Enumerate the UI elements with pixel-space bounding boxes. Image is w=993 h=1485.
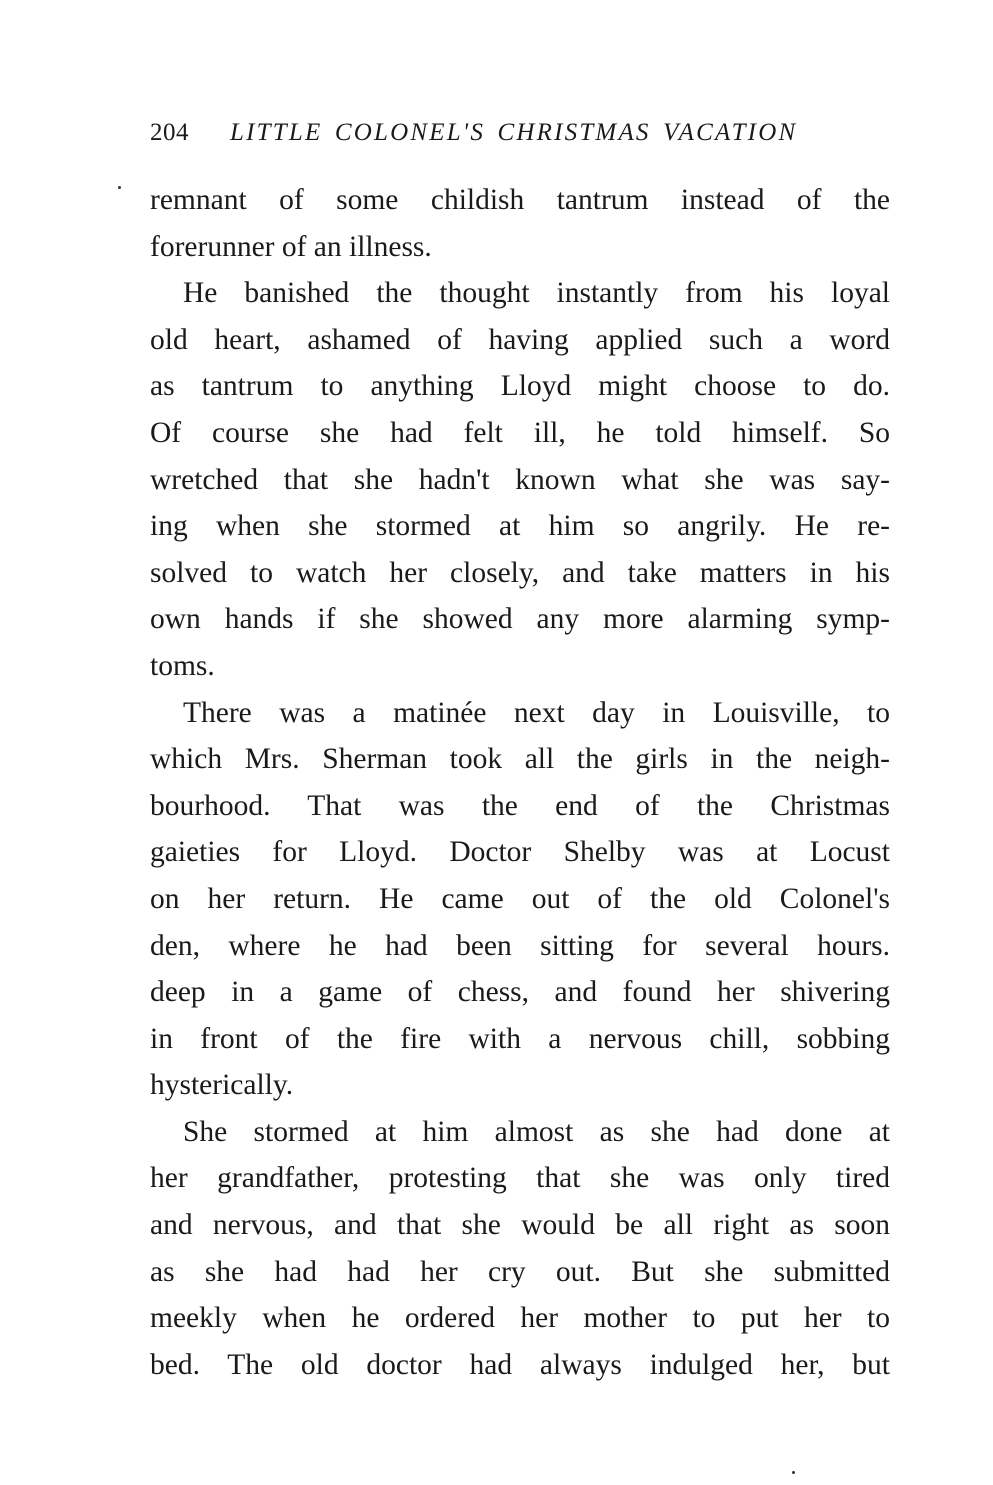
text-line: den, where he had been sitting for several hours. xyxy=(150,929,890,962)
text-line: There was a matinée next day in Louisville, to xyxy=(183,696,890,729)
text-line: her grandfather, protesting that she was only tired xyxy=(150,1162,890,1195)
text-line: and nervous, and that she would be all right as soon xyxy=(150,1209,890,1242)
text-line: She stormed at him almost as she had done at xyxy=(183,1115,890,1148)
text-line: remnant of some childish tantrum instead of the xyxy=(150,184,890,216)
text-line: deep in a game of chess, and found her shivering xyxy=(150,976,890,1009)
page-number: 204 xyxy=(150,119,189,146)
text-line: old heart, ashamed of having applied such a word xyxy=(150,323,890,356)
text-line: as she had had her cry out. But she submitted xyxy=(150,1255,890,1288)
body-text xyxy=(150,177,890,1388)
text-line: toms. xyxy=(150,649,215,682)
running-title: LITTLE COLONEL'S CHRISTMAS VACATION xyxy=(230,119,798,146)
text-line: He banished the thought instantly from his loyal xyxy=(183,277,890,310)
text-line: gaieties for Lloyd. Doctor Shelby was at Locust xyxy=(150,836,890,869)
text-line: as tantrum to anything Lloyd might choose to do. xyxy=(150,370,890,403)
text-line: which Mrs. Sherman took all the girls in the neigh- xyxy=(150,743,890,776)
text-line: hysterically. xyxy=(150,1069,294,1102)
text-line: forerunner of an illness. xyxy=(150,230,432,263)
running-head xyxy=(150,115,895,151)
text-line: ing when she stormed at him so angrily. He re- xyxy=(150,510,890,543)
text-line: solved to watch her closely, and take matters in his xyxy=(150,556,890,589)
text-line: Of course she had felt ill, he told himself. So xyxy=(150,416,890,449)
text-line: on her return. He came out of the old Colonel's xyxy=(150,882,890,915)
text-line: in front of the fire with a nervous chill, sobbing xyxy=(150,1022,890,1055)
text-line: own hands if she showed any more alarming symp- xyxy=(150,603,890,636)
text-line: bourhood. That was the end of the Christmas xyxy=(150,789,890,822)
text-line: wretched that she hadn't known what she was say- xyxy=(150,463,890,496)
text-line: bed. The old doctor had always indulged her, but xyxy=(150,1348,890,1381)
scan-speck xyxy=(118,186,121,189)
scan-speck xyxy=(792,1471,795,1474)
text-line: meekly when he ordered her mother to put her to xyxy=(150,1302,890,1335)
